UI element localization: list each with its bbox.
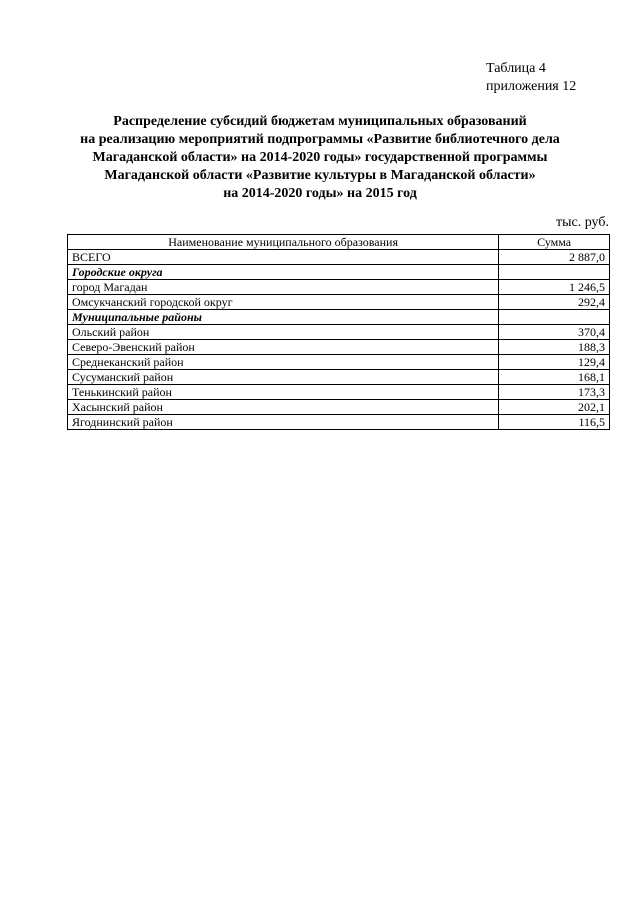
row-name: Среднеканский район	[68, 355, 499, 370]
row-name: Ягоднинский район	[68, 415, 499, 430]
title-line: на реализацию мероприятий подпрограммы «Развитие библиотечного дела	[80, 132, 560, 147]
row-value: 292,4	[499, 295, 610, 310]
total-label: ВСЕГО	[68, 250, 499, 265]
row-value: 202,1	[499, 400, 610, 415]
row-name: Тенькинский район	[68, 385, 499, 400]
title-line: на 2014-2020 годы» на 2015 год	[223, 186, 417, 201]
title-line: Распределение субсидий бюджетам муниципальных образований	[113, 114, 527, 129]
row-value: 370,4	[499, 325, 610, 340]
row-name: Сусуманский район	[68, 370, 499, 385]
table-reference	[486, 60, 576, 96]
empty-cell	[499, 265, 610, 280]
row-value: 173,3	[499, 385, 610, 400]
total-value: 2 887,0	[499, 250, 610, 265]
table-row	[68, 355, 610, 370]
table-row	[68, 280, 610, 295]
table-header-row	[68, 235, 610, 250]
title-line: Магаданской области» на 2014-2020 годы» государственной программы	[92, 150, 548, 165]
empty-cell	[499, 310, 610, 325]
column-header-name: Наименование муниципального образования	[68, 235, 499, 250]
column-header-sum: Сумма	[499, 235, 610, 250]
subsidy-table	[67, 234, 610, 430]
row-name: Хасынский район	[68, 400, 499, 415]
table-row	[68, 400, 610, 415]
section-title: Городские округа	[68, 265, 499, 280]
row-value: 1 246,5	[499, 280, 610, 295]
row-value: 129,4	[499, 355, 610, 370]
table-row	[68, 325, 610, 340]
row-name: Омсукчанский городской округ	[68, 295, 499, 310]
row-name: Северо-Эвенский район	[68, 340, 499, 355]
row-value: 116,5	[499, 415, 610, 430]
unit-label: тыс. руб.	[556, 215, 609, 230]
table-row	[68, 295, 610, 310]
row-value: 188,3	[499, 340, 610, 355]
row-name: город Магадан	[68, 280, 499, 295]
table-row	[68, 370, 610, 385]
row-value: 168,1	[499, 370, 610, 385]
section-title: Муниципальные районы	[68, 310, 499, 325]
table-row	[68, 385, 610, 400]
section-row	[68, 265, 610, 280]
title-line: Магаданской области «Развитие культуры в Магаданской области»	[104, 168, 536, 183]
section-row	[68, 310, 610, 325]
total-row	[68, 250, 610, 265]
table-row	[68, 340, 610, 355]
table-number: Таблица 4	[486, 61, 546, 76]
row-name: Ольский район	[68, 325, 499, 340]
appendix-number: приложения 12	[486, 79, 577, 94]
document-title	[60, 113, 580, 203]
table-row	[68, 415, 610, 430]
